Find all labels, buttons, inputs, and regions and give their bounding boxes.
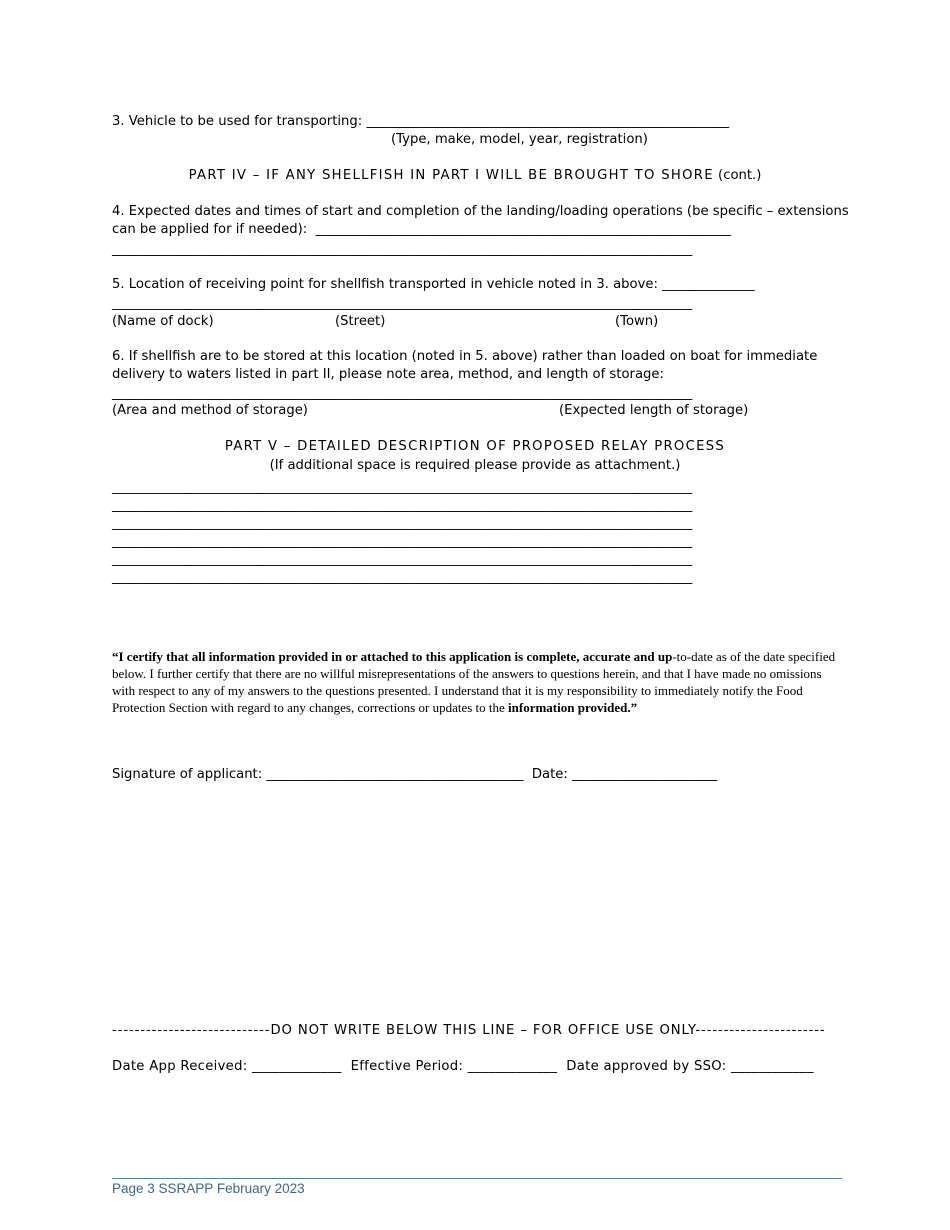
part5-heading-text: PART V – DETAILED DESCRIPTION OF PROPOSED RELAY PROCESS [224, 439, 726, 454]
part5-subheading: (If additional space is required please provide as attachment.) [269, 458, 681, 473]
part5-line-3[interactable]: ________________________________________________________________________________________ [112, 516, 693, 531]
certification-bold-start: “I certify that all information provided in or attached to this application is complete, accurate and up [112, 649, 673, 664]
q5-caption-dock: (Name of dock) [112, 314, 214, 329]
signature-line[interactable]: Signature of applicant: _______________________________________ Date: ______________________ [112, 767, 718, 782]
q5-line2[interactable]: ________________________________________________________________________________________ [112, 296, 693, 311]
part5-line-1[interactable]: ________________________________________________________________________________________ [112, 480, 693, 495]
certification-statement [112, 648, 842, 716]
office-use-fields: Date App Received: _____________ Effective Period: _____________ Date approved by SSO: ____________ [112, 1059, 814, 1074]
q5-caption-town: (Town) [615, 314, 659, 329]
q5-caption-street: (Street) [335, 314, 386, 329]
part5-line-5[interactable]: ________________________________________________________________________________________ [112, 552, 693, 567]
q6-caption-area: (Area and method of storage) [112, 403, 308, 418]
q6-line1: 6. If shellfish are to be stored at this location (noted in 5. above) rather than loaded on boat for immediate [112, 349, 818, 364]
q4-line3[interactable]: ________________________________________________________________________________________ [112, 242, 693, 257]
part4-heading [112, 167, 838, 185]
certification-bold-end: information provided.” [508, 700, 638, 715]
q3-label: 3. Vehicle to be used for transporting: [112, 114, 367, 129]
part5-line-2[interactable]: ________________________________________________________________________________________ [112, 498, 693, 513]
q6-line3[interactable]: ________________________________________________________________________________________ [112, 386, 693, 401]
part4-heading-text: PART IV – IF ANY SHELLFISH IN PART I WILL BE BROUGHT TO SHORE [188, 168, 714, 183]
q5-line1[interactable]: 5. Location of receiving point for shellfish transported in vehicle noted in 3. above: ______________ [112, 277, 755, 292]
part5-line-4[interactable]: ________________________________________________________________________________________ [112, 534, 693, 549]
footer-rule [112, 1178, 842, 1179]
part5-heading [112, 438, 838, 456]
q3-caption: (Type, make, model, year, registration) [391, 132, 648, 147]
part5-line-6[interactable]: ________________________________________________________________________________________ [112, 570, 693, 585]
q3-line [112, 113, 729, 131]
q3-vehicle-field[interactable]: _______________________________________________________ [366, 114, 730, 129]
page-footer: Page 3 SSRAPP February 2023 [112, 1181, 305, 1196]
q4-line1: 4. Expected dates and times of start and completion of the landing/loading operations (be specific – extensions [112, 204, 849, 219]
q6-line2: delivery to waters listed in part II, please note area, method, and length of storage: [112, 367, 664, 382]
office-use-divider: ----------------------------DO NOT WRITE BELOW THIS LINE – FOR OFFICE USE ONLY----------------------- [112, 1023, 826, 1038]
part4-heading-suffix: (cont.) [713, 168, 762, 183]
q4-line2[interactable]: can be applied for if needed): _______________________________________________________________ [112, 222, 732, 237]
q6-caption-length: (Expected length of storage) [559, 403, 749, 418]
certification-body: -to-date as of the date specified below. I further certify that there are no willful misrepresentations of the answers to questions herein, and that I have made no omissions with respect to any of my answers to the questions presented. I understand that it is my responsibility to immediately notify the Food Protection Section with regard to any changes, corrections or updates to the [112, 649, 836, 715]
